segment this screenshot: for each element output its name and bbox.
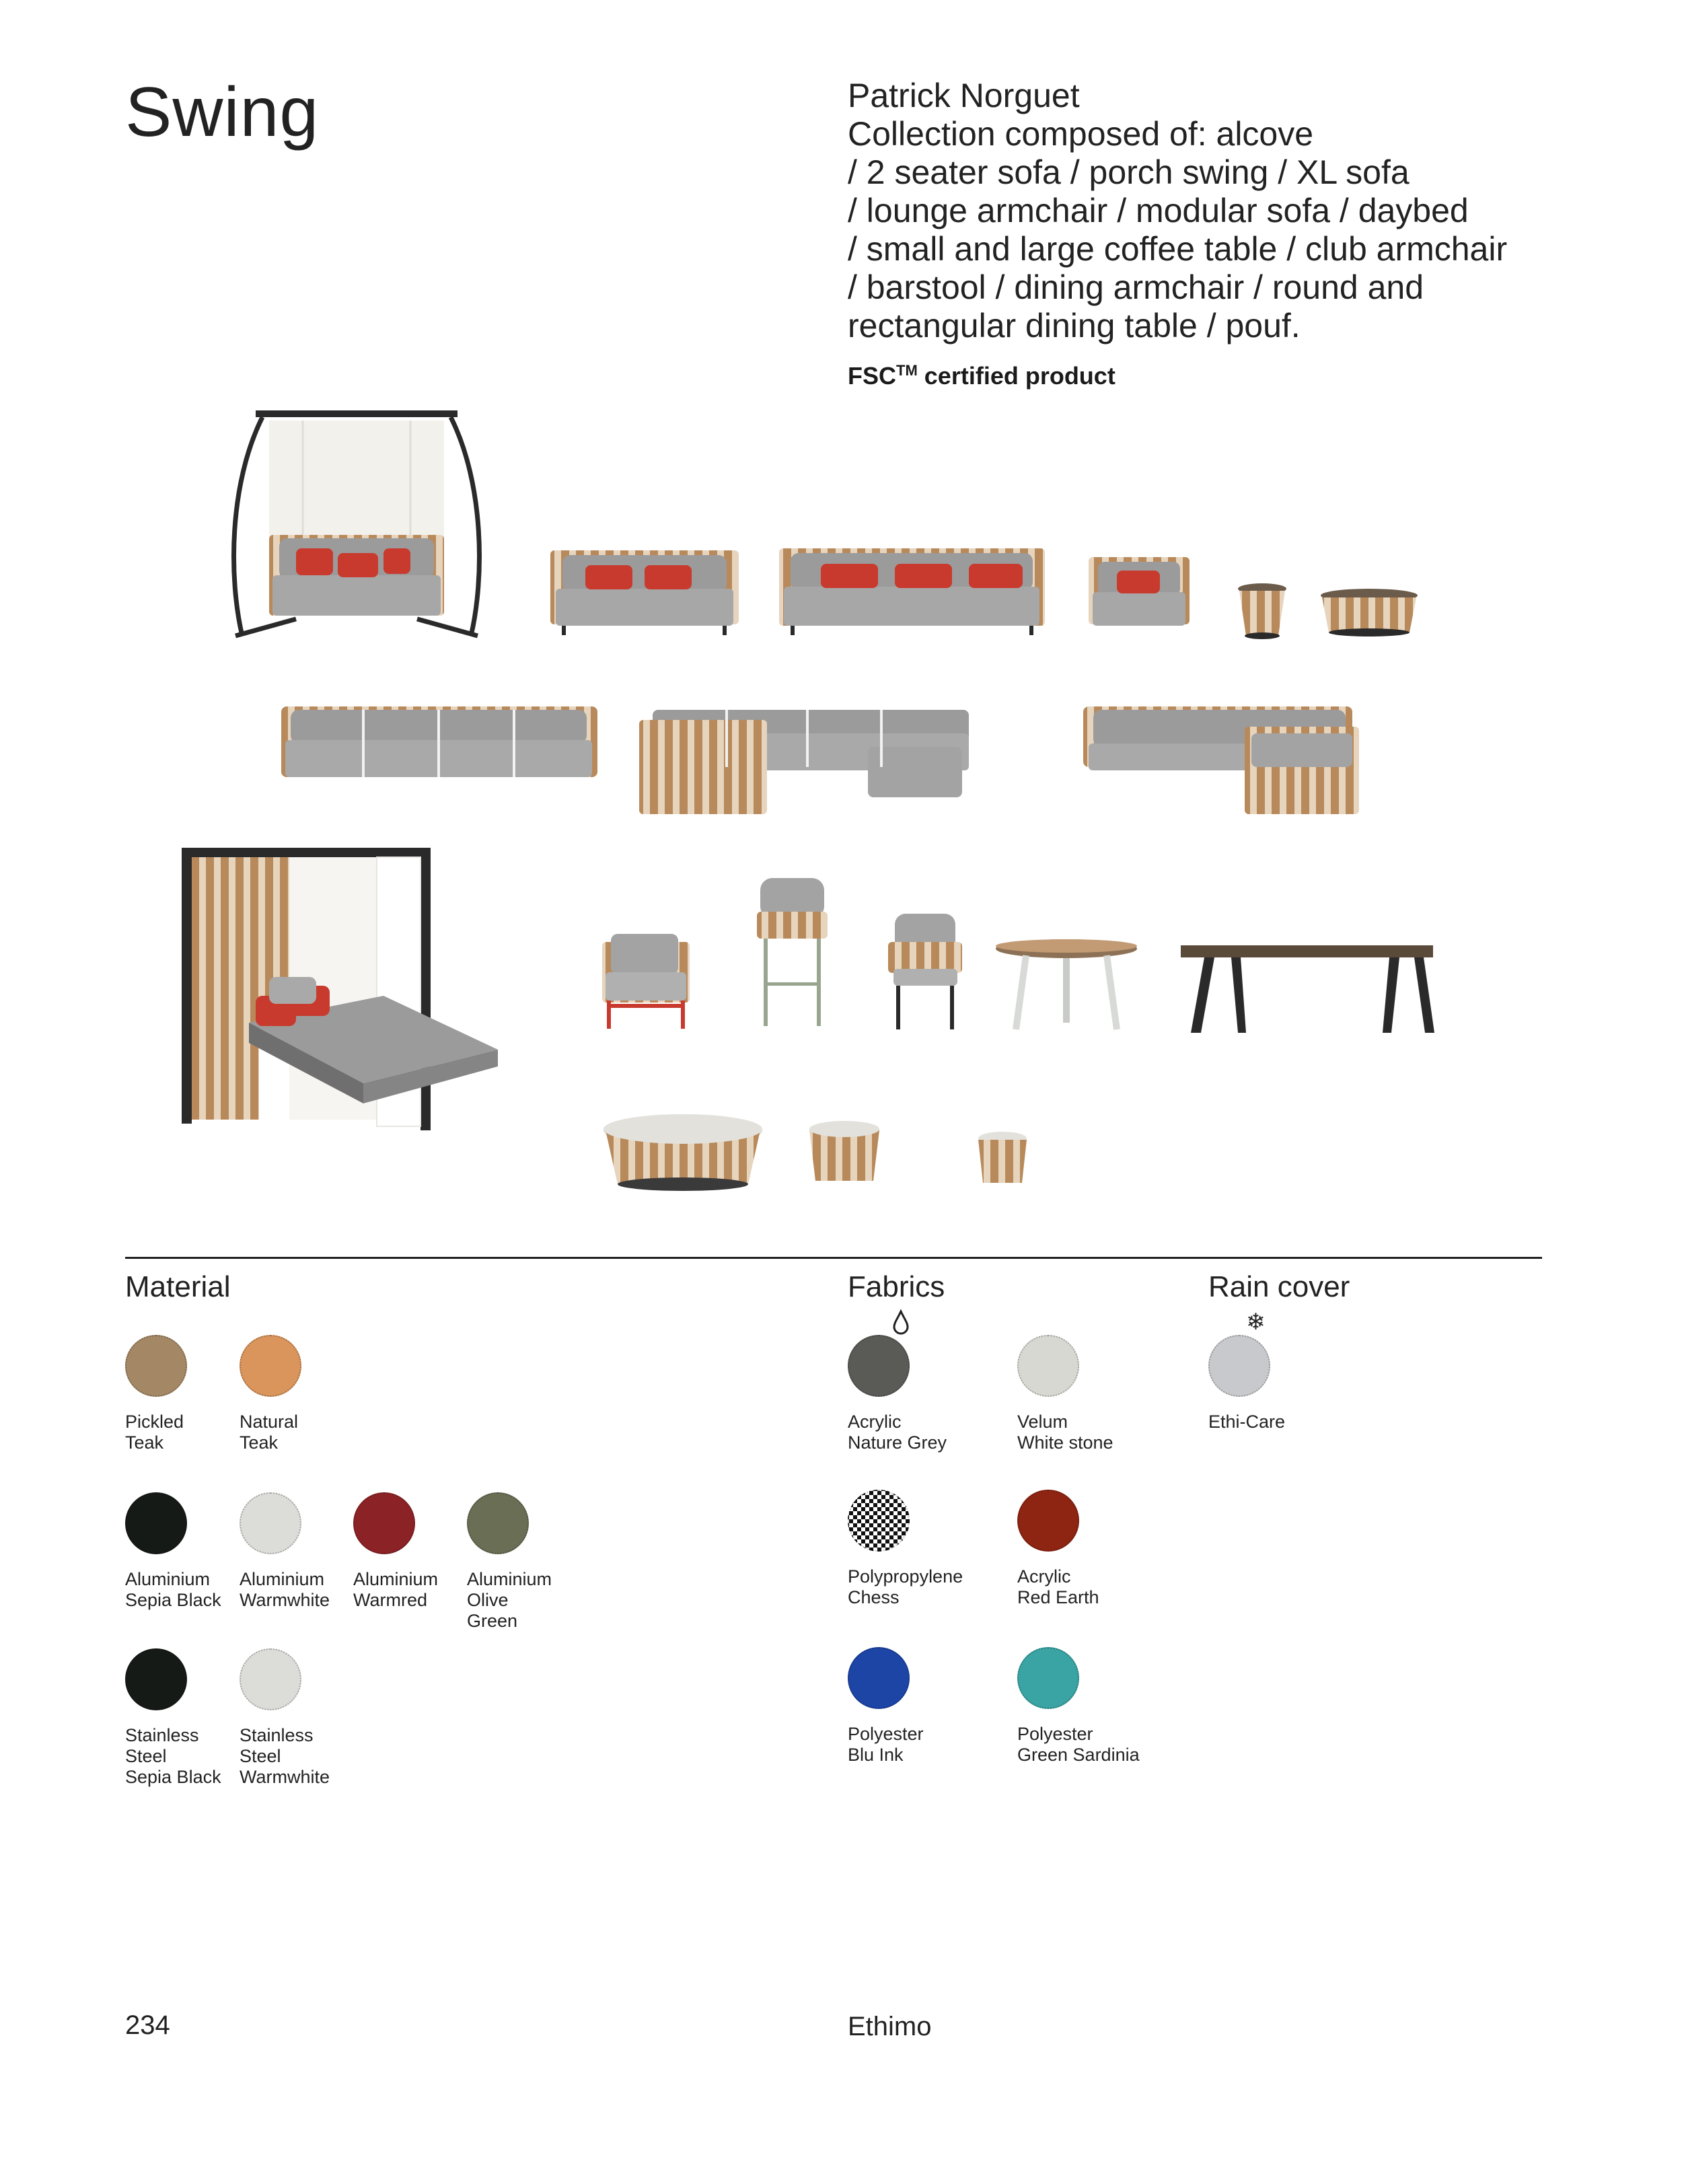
modular-sofa-u-illustration [639,710,969,814]
material-swatch-aluminium-sepia-black [125,1492,233,1611]
fabrics-heading: Fabrics [848,1270,945,1303]
designer-name: Patrick Norguet [848,77,1080,114]
swatch-circle [848,1647,910,1709]
swatch-circle [353,1492,415,1554]
swatch-circle [125,1335,187,1397]
fabric-swatch-acrylic-nature-grey [848,1335,955,1453]
material-swatch-stainless-sepia-black [125,1648,233,1788]
material-heading: Material [125,1270,231,1303]
fabric-swatch-velum-white-stone [1017,1335,1125,1453]
fsc-prefix: FSC [848,362,896,390]
material-swatch-aluminium-warmred [353,1492,461,1611]
snowflake-icon: ❄ [1246,1309,1266,1335]
alcove-illustration [182,848,498,1130]
swatch-label: Polyester Blu Ink [848,1724,924,1765]
fsc-trademark: TM [896,362,918,379]
material-swatch-aluminium-olive-green [467,1492,575,1632]
large-coffee-table-illustration [1321,589,1418,636]
club-armchair-illustration [602,934,690,1029]
round-dining-table-illustration [996,939,1137,1029]
material-swatch-natural-teak [240,1335,347,1453]
medium-pouf-illustration [809,1121,879,1181]
swatch-circle [1017,1647,1079,1709]
swatch-label: Polypropylene Chess [848,1566,963,1607]
description-line: / small and large coffee table / club armchair [848,230,1508,268]
barstool-illustration [757,878,828,1026]
swatch-label: Ethi-Care [1208,1412,1286,1432]
large-pouf-illustration [604,1114,762,1191]
swatch-label: Aluminium Warmwhite [240,1569,330,1610]
brand-name: Ethimo [848,2012,932,2041]
swatch-circle [467,1492,529,1554]
small-pouf-illustration [978,1132,1027,1183]
small-coffee-table-illustration [1238,583,1286,639]
fsc-suffix: certified product [924,362,1116,390]
swatch-label: Velum White stone [1017,1412,1113,1453]
fabric-swatch-polyester-green-sardinia [1017,1647,1140,1766]
swatch-circle [240,1648,301,1710]
swatch-label: Aluminium Warmred [353,1569,439,1610]
swatch-label: Polyester Green Sardinia [1017,1724,1140,1765]
fabric-swatch-acrylic-red-earth [1017,1490,1125,1608]
collection-description [848,77,1507,345]
water-drop-icon [891,1309,911,1335]
lounge-armchair-illustration [1089,557,1190,626]
xl-sofa-illustration [779,548,1045,635]
rain-cover-heading: Rain cover [1208,1270,1350,1303]
swatch-label: Acrylic Red Earth [1017,1566,1099,1607]
modular-sofa-straight-illustration [281,706,597,777]
section-divider [125,1257,1542,1259]
fabric-swatch-polyester-blu-ink [848,1647,955,1766]
swatch-circle [240,1335,301,1397]
swatch-circle [1208,1335,1270,1397]
swatch-label: Stainless Steel Sepia Black [125,1725,221,1787]
description-line: rectangular dining table / pouf. [848,307,1301,344]
swatch-circle [125,1648,187,1710]
rectangular-dining-table-illustration [1181,945,1434,1033]
swatch-circle [240,1492,301,1554]
swatch-label: Aluminium Olive Green [467,1569,552,1631]
swatch-circle [848,1490,910,1552]
material-swatch-aluminium-warmwhite [240,1492,347,1611]
description-line: / 2 seater sofa / porch swing / XL sofa [848,153,1410,191]
swatch-label: Acrylic Nature Grey [848,1412,947,1453]
rain-cover-swatch-ethi-care [1208,1335,1316,1432]
modular-sofa-l-illustration [1083,706,1359,814]
fabric-swatch-polypropylene-chess [848,1490,963,1608]
description-line: / barstool / dining armchair / round and [848,268,1424,306]
material-swatch-pickled-teak [125,1335,233,1453]
swatch-label: Natural Teak [240,1412,299,1453]
two-seater-sofa-illustration [550,550,739,635]
swatch-circle [1017,1335,1079,1397]
description-line: / lounge armchair / modular sofa / daybed [848,192,1469,229]
swatch-label: Aluminium Sepia Black [125,1569,221,1610]
swatch-circle [1017,1490,1079,1552]
porch-swing-illustration [234,410,480,636]
swatch-circle [848,1335,910,1397]
swatch-label: Stainless Steel Warmwhite [240,1725,330,1787]
swatch-label: Pickled Teak [125,1412,184,1453]
fsc-certification [848,362,1116,390]
material-swatch-stainless-warmwhite [240,1648,347,1788]
description-line: Collection composed of: alcove [848,115,1314,153]
page-number: 234 [125,2010,170,2040]
product-illustrations [161,404,1534,1238]
page-title: Swing [125,73,320,151]
dining-armchair-illustration [888,914,962,1029]
swatch-circle [125,1492,187,1554]
